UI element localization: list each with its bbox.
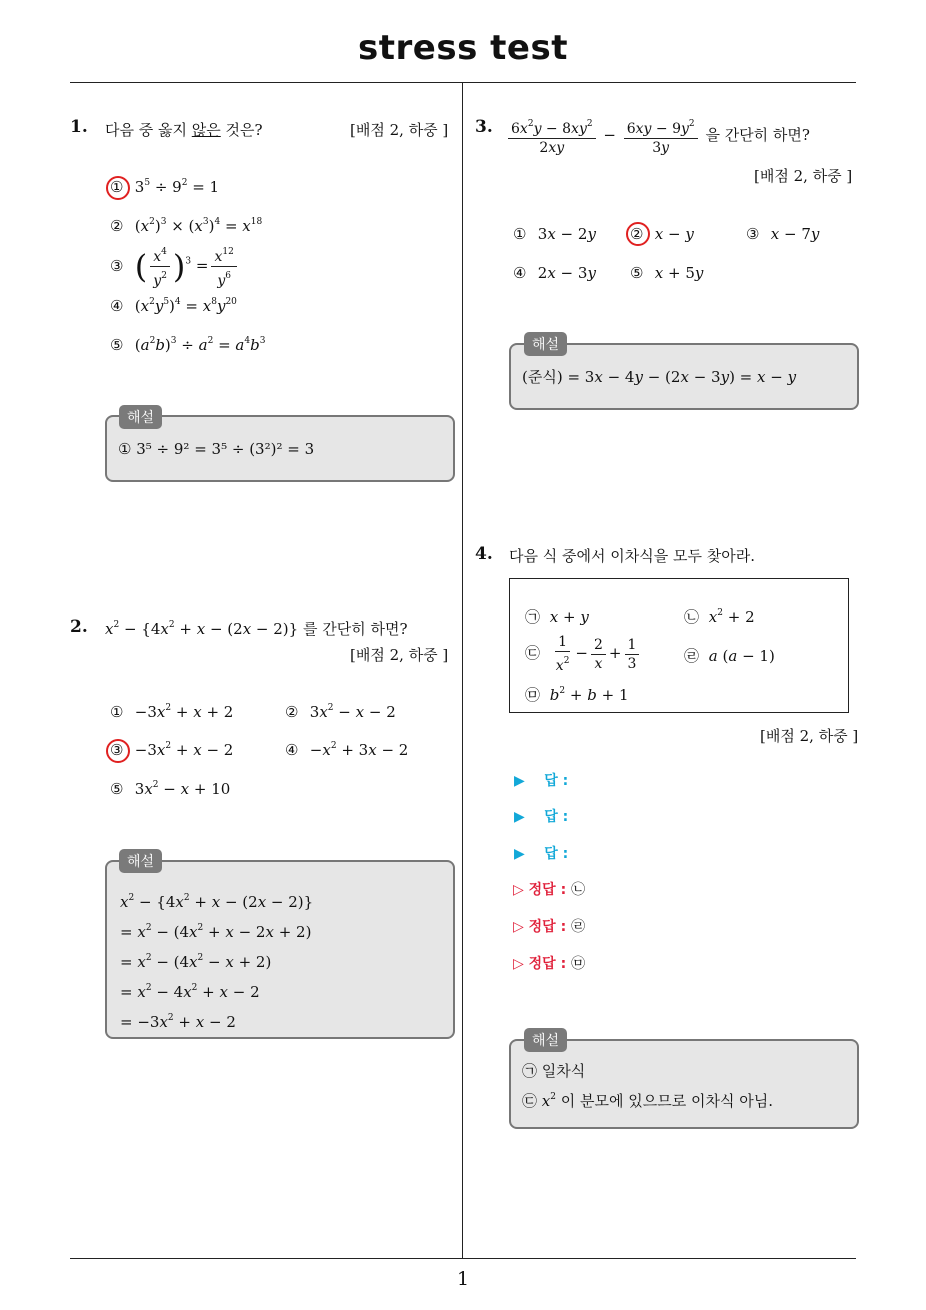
q4-answer-line-2[interactable]	[514, 806, 568, 826]
q2-option-5[interactable]: ⑤ $3x^2 - x + 10$	[110, 780, 231, 798]
q4-correct-label-3: 정답 :	[528, 956, 567, 972]
q3-score: [배점 2, 하중 ]	[754, 167, 853, 185]
q4-correct-label-2: 정답 :	[528, 919, 567, 935]
q4-answer-line-1[interactable]	[514, 770, 568, 790]
q2-solution-line-3: = $x^2 - (4x^2 - x + 2)$	[120, 953, 272, 971]
q4-item-c: ㉢ $\frac{1}{x^2}$ − $\frac{2}{x}$ + $\frac{1}{3}$	[525, 634, 642, 674]
q1-option-1[interactable]: ① $3^5 \div 9^2 = 1$	[110, 178, 220, 196]
q4-correct-line-1	[513, 879, 585, 899]
q2-option-4-label: ④	[285, 741, 299, 759]
q1-option-3-label: ③	[110, 256, 124, 275]
q3-option-5-label: ⑤	[630, 264, 644, 282]
q1-solution-tag: 해설	[119, 405, 162, 429]
q4-item-a: ㉠ x + y	[525, 608, 589, 626]
q4-correct-value-1: ㉡	[571, 882, 586, 898]
q4-item-d: ㉣ a (a − 1)	[684, 647, 775, 665]
q4-item-a-label: ㉠	[525, 608, 541, 626]
correct-arrow-icon: ▷	[513, 919, 524, 935]
q1-text-underlined: 않은	[191, 121, 221, 139]
q1-option-4[interactable]: ④ $(x^2y^5)^4 = x^8y^{20}$	[110, 297, 237, 315]
q4-item-d-label: ㉣	[684, 647, 700, 665]
q4-text: 다음 식 중에서 이차식을 모두 찾아라.	[509, 547, 755, 565]
q3-option-2-label: ②	[630, 225, 644, 243]
header-rule	[70, 82, 856, 83]
q2-option-1-label: ①	[110, 703, 124, 721]
q3-option-2[interactable]: ② x − y	[630, 225, 694, 243]
q3-number: 3.	[475, 117, 493, 137]
answer-arrow-icon: ▶	[514, 809, 525, 825]
q4-item-b-label: ㉡	[684, 608, 700, 626]
q1-option-5[interactable]: ⑤ $(a^2b)^3 \div a^2 = a^4b^3$	[110, 336, 266, 354]
q2-solution-line-5: = $-3x^2 + x - 2$	[120, 1013, 236, 1031]
q3-text: $\frac{6x^2y - 8xy^2}{2xy}$ − $\frac{6xy - 9y^2}{3y}$ 을 간단히 하면?	[508, 116, 810, 156]
q3-option-3[interactable]: ③ x − 7y	[746, 225, 820, 243]
q3-solution-tag: 해설	[524, 332, 567, 356]
q4-item-c-label: ㉢	[525, 644, 541, 662]
q2-text-suffix: 를 간단히 하면?	[302, 620, 408, 638]
footer-rule	[70, 1258, 856, 1259]
q1-text-post: 것은?	[220, 121, 263, 139]
q4-correct-value-3: ㉤	[571, 956, 586, 972]
q4-item-e-label: ㉤	[525, 686, 541, 704]
q1-option-2-label: ②	[110, 217, 124, 235]
column-divider	[462, 83, 463, 1259]
q2-text: $x^2 - \{4x^2 + x - (2x - 2)\}$ 를 간단히 하면?	[105, 620, 408, 638]
q4-answer-label-2: 답 :	[544, 809, 569, 825]
q4-item-b: ㉡ $x^2 + 2$	[684, 608, 755, 626]
q1-option-3[interactable]: ③ ( $\frac{x^4}{y^2}$ )$^3$ = $\frac{x^{12}}{y^6}$	[110, 244, 240, 289]
answer-arrow-icon: ▶	[514, 773, 525, 789]
q2-option-4[interactable]: ④ $-x^2 + 3x - 2$	[285, 741, 409, 759]
q2-option-5-label: ⑤	[110, 780, 124, 798]
q1-solution-text: ① 3⁵ ÷ 9² = 3⁵ ÷ (3²)² = 3	[118, 440, 315, 458]
q4-solution-line-2: ㉢ $x^2$ 이 분모에 있으므로 이차식 아님.	[522, 1092, 773, 1110]
q4-answer-label-3: 답 :	[544, 846, 569, 862]
q2-score: [배점 2, 하중 ]	[350, 646, 449, 664]
q3-option-3-label: ③	[746, 225, 760, 243]
q1-text	[105, 119, 263, 140]
q4-correct-value-2: ㉣	[571, 919, 586, 935]
q4-solution-line-1: ㉠ 일차식	[522, 1062, 586, 1080]
q1-option-5-label: ⑤	[110, 336, 124, 354]
q4-score: [배점 2, 하중 ]	[760, 727, 859, 745]
q2-solution-tag: 해설	[119, 849, 162, 873]
q2-solution-line-4: = $x^2 - 4x^2 + x - 2$	[120, 983, 260, 1001]
q1-text-pre: 다음 중 옳지	[105, 121, 192, 139]
q4-answer-label-1: 답 :	[544, 773, 569, 789]
q4-solution-tag: 해설	[524, 1028, 567, 1052]
q4-item-e: ㉤ $b^2 + b + 1$	[525, 686, 629, 704]
q3-solution-prefix: (준식)	[522, 368, 563, 386]
q1-option-1-label: ①	[110, 178, 124, 196]
q4-correct-line-3	[513, 953, 585, 973]
page-title: stress test	[358, 28, 568, 68]
q3-text-suffix: 을 간단히 하면?	[705, 126, 810, 144]
q2-solution-text	[120, 885, 313, 1035]
q4-answer-line-3[interactable]	[514, 843, 568, 863]
page-number: 1	[456, 1268, 470, 1290]
correct-arrow-icon: ▷	[513, 956, 524, 972]
q4-solution-text	[522, 1058, 773, 1114]
q1-option-2[interactable]: ② $(x^2)^3 \times (x^3)^4 = x^{18}$	[110, 217, 263, 235]
q4-solution-line-2-label: ㉢	[522, 1092, 538, 1110]
q3-option-1-label: ①	[513, 225, 527, 243]
q2-option-2[interactable]: ② $3x^2 - x - 2$	[285, 703, 396, 721]
q1-number: 1.	[70, 117, 88, 137]
q1-score: [배점 2, 하중 ]	[350, 121, 449, 139]
q2-number: 2.	[70, 617, 88, 637]
answer-arrow-icon: ▶	[514, 846, 525, 862]
q4-correct-line-2	[513, 916, 585, 936]
correct-arrow-icon: ▷	[513, 882, 524, 898]
q3-solution-text: (준식) = 3x − 4y − (2x − 3y) = x − y	[522, 368, 797, 386]
q4-solution-line-2-text: 이 분모에 있으므로 이차식 아님.	[560, 1092, 773, 1110]
q4-number: 4.	[475, 544, 493, 564]
q2-option-2-label: ②	[285, 703, 299, 721]
q2-solution-line-1: $x^2 - \{4x^2 + x - (2x - 2)\}$	[120, 893, 314, 911]
q3-option-4[interactable]: ④ 2x − 3y	[513, 264, 596, 282]
q2-option-3-label: ③	[110, 741, 124, 759]
q3-option-4-label: ④	[513, 264, 527, 282]
q3-option-5[interactable]: ⑤ x + 5y	[630, 264, 704, 282]
q2-solution-line-2: = $x^2 - (4x^2 + x - 2x + 2)$	[120, 923, 312, 941]
q2-option-1[interactable]: ① $-3x^2 + x + 2$	[110, 703, 234, 721]
q1-option-4-label: ④	[110, 297, 124, 315]
q3-option-1[interactable]: ① 3x − 2y	[513, 225, 596, 243]
q2-option-3[interactable]: ③ $-3x^2 + x - 2$	[110, 741, 234, 759]
q4-correct-label-1: 정답 :	[528, 882, 567, 898]
